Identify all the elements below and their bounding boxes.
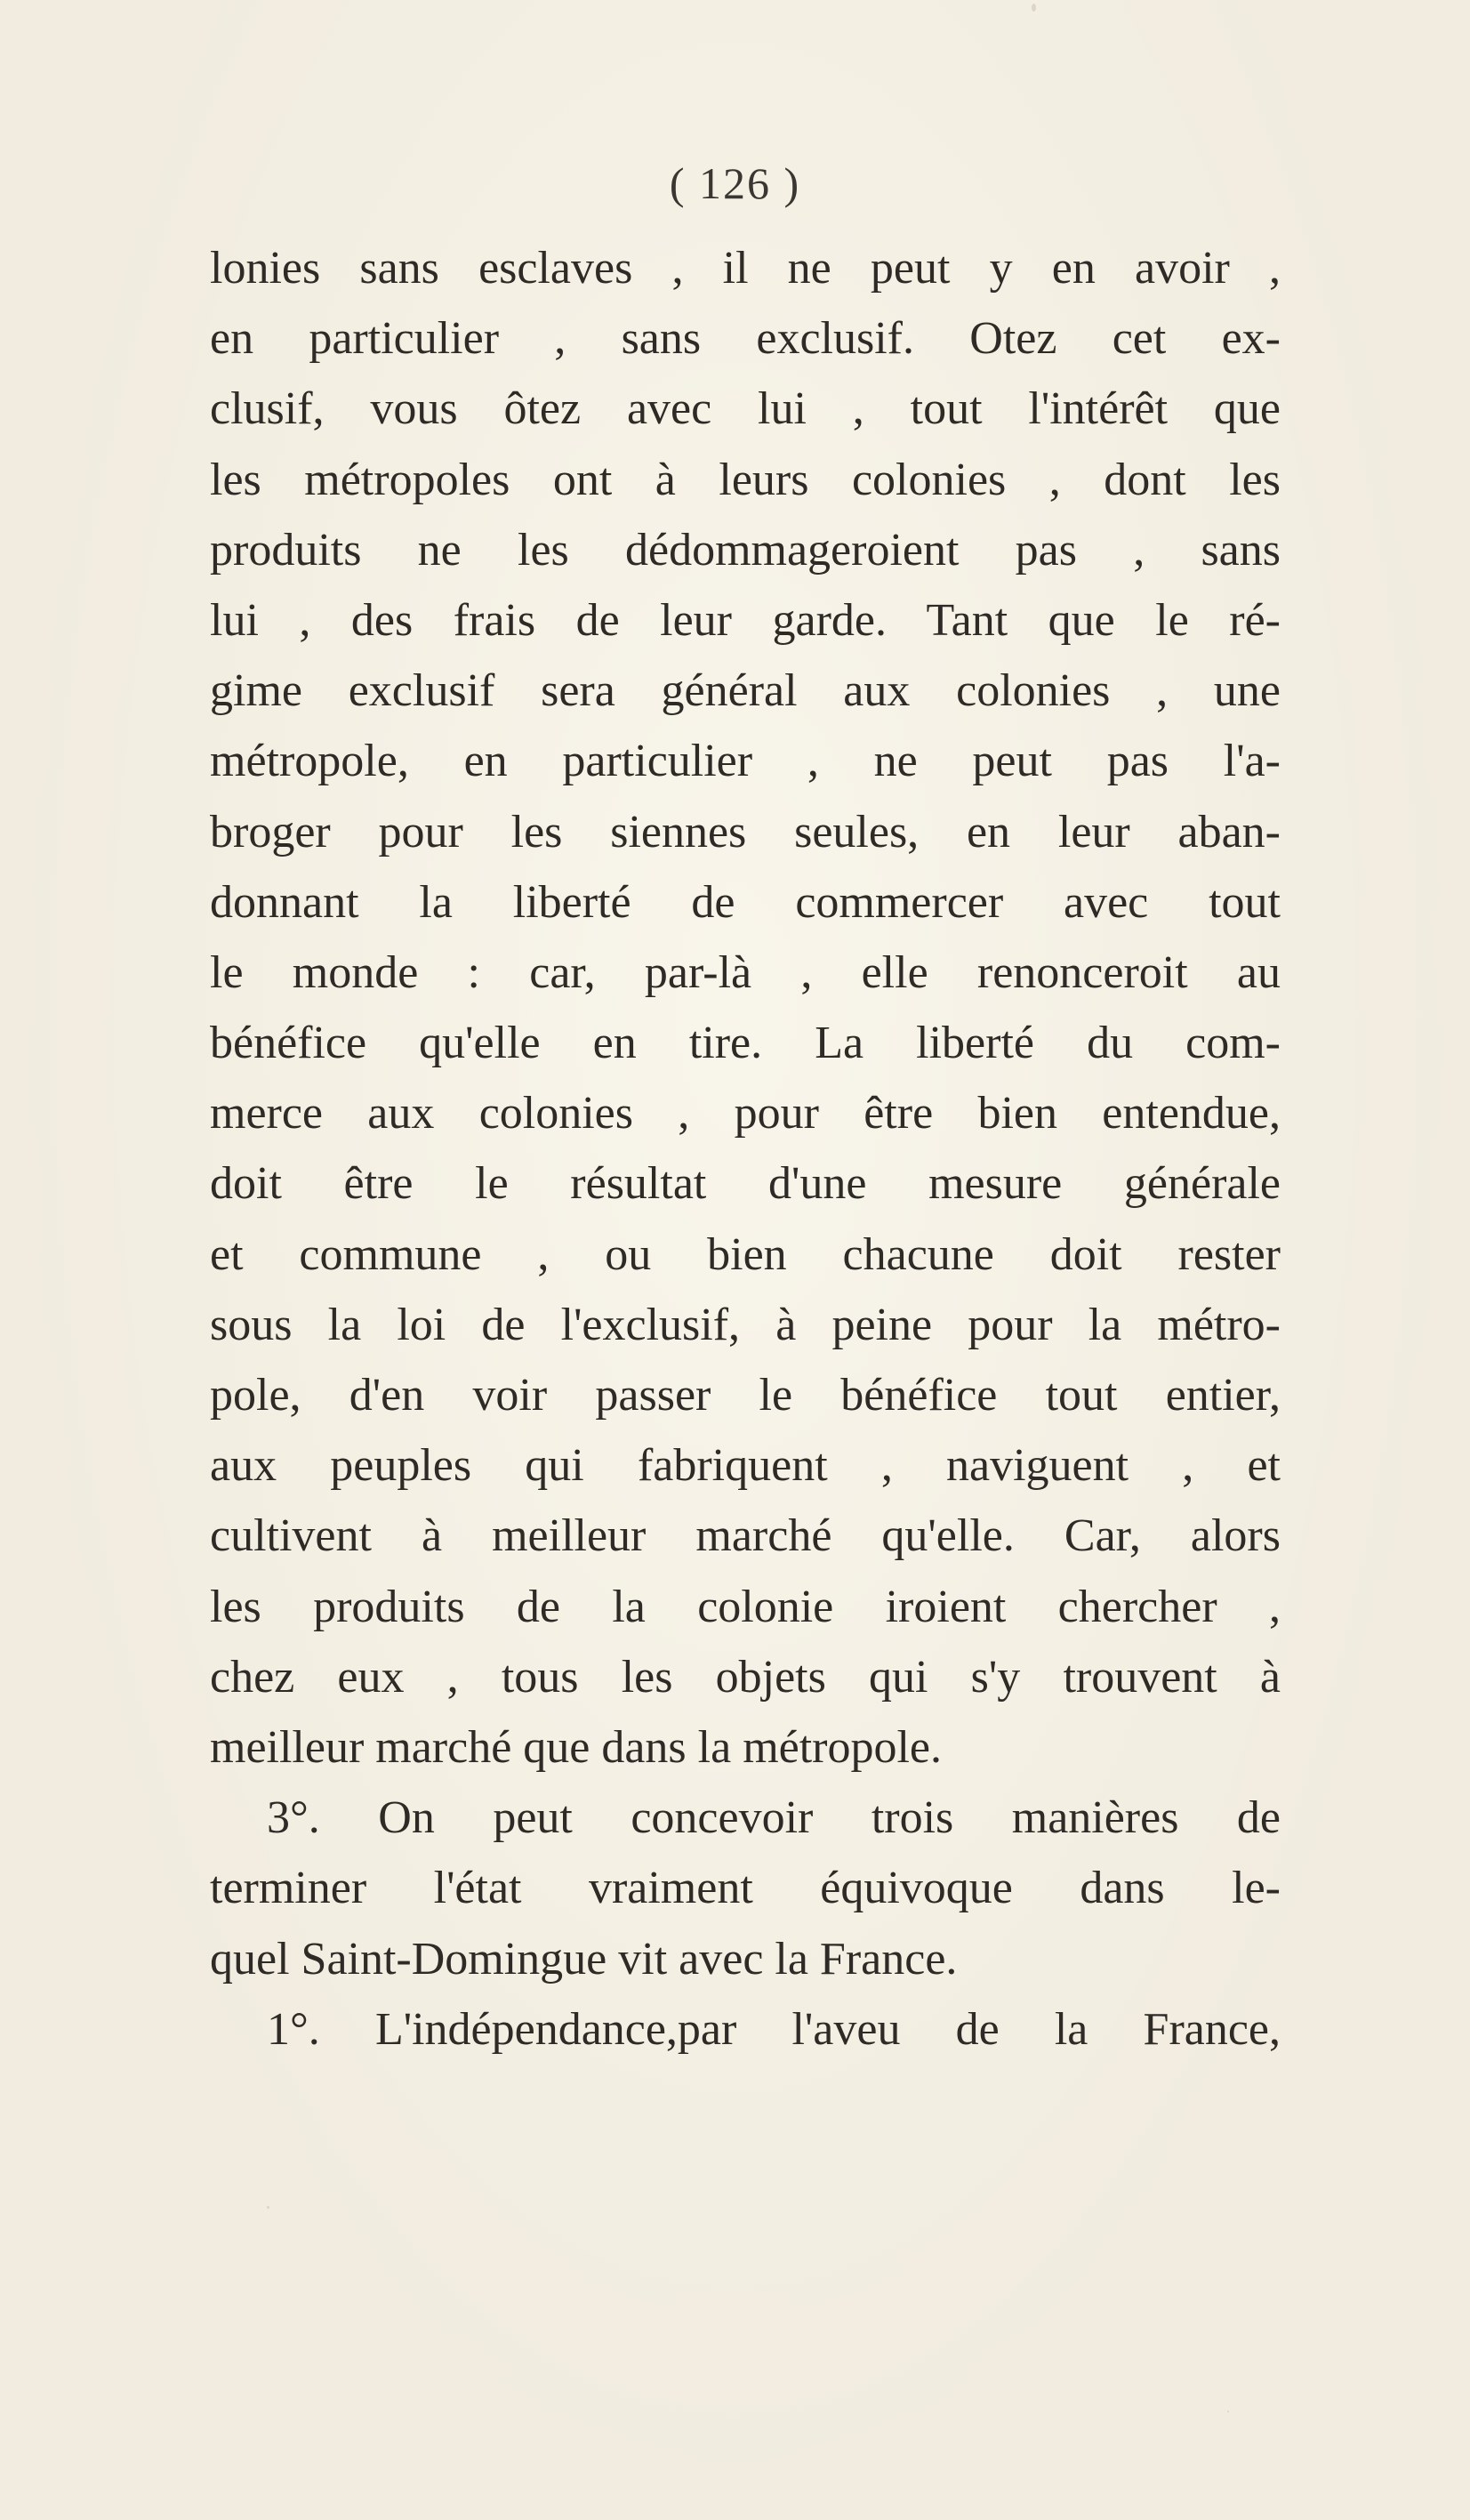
- text-line: bénéfice qu'elle en tire. La liberté du com-: [210, 1018, 1281, 1069]
- text-line: donnant la liberté de commercer avec tout: [210, 876, 1281, 928]
- text-line: le monde : car, par-là , elle renonceroit au: [210, 946, 1281, 998]
- text-line: lui , des frais de leur garde. Tant que le ré-: [210, 594, 1281, 646]
- paper-speck: [1227, 2411, 1229, 2412]
- text-line: lonies sans esclaves , il ne peut y en avoir ,: [210, 243, 1281, 294]
- text-line: terminer l'état vraiment équivoque dans le-: [210, 1863, 1281, 1914]
- text-line: cultivent à meilleur marché qu'elle. Car, alors: [210, 1510, 1281, 1562]
- text-line: broger pour les siennes seules, en leur aban-: [210, 806, 1281, 857]
- text-line: sous la loi de l'exclusif, à peine pour la métro-: [210, 1299, 1281, 1350]
- text-line: chez eux , tous les objets qui s'y trouvent à: [210, 1651, 1281, 1703]
- text-line: clusif, vous ôtez avec lui , tout l'intérêt que: [210, 383, 1281, 435]
- text-line: les produits de la colonie iroient chercher ,: [210, 1581, 1281, 1632]
- text-line: produits ne les dédommageroient pas , sans: [210, 524, 1281, 576]
- text-line: gime exclusif sera général aux colonies , une: [210, 665, 1281, 717]
- text-line: meilleur marché que dans la métropole.: [210, 1721, 943, 1773]
- text-line: pole, d'en voir passer le bénéfice tout entier,: [210, 1370, 1281, 1421]
- paper-speck: [1032, 4, 1036, 12]
- text-line: merce aux colonies , pour être bien entendue,: [210, 1088, 1281, 1139]
- paragraph-line: 1°. L'indépendance,par l'aveu de la France,: [267, 2003, 1281, 2055]
- body-text: [210, 233, 1281, 2065]
- paper-speck: [267, 2206, 269, 2209]
- text-line: en particulier , sans exclusif. Otez cet ex-: [210, 313, 1281, 365]
- text-line: quel Saint-Domingue vit avec la France.: [210, 1933, 958, 1985]
- text-line: métropole, en particulier , ne peut pas l'a-: [210, 736, 1281, 787]
- page-number: ( 126 ): [669, 158, 801, 208]
- paragraph-line: 3°. On peut concevoir trois manières de: [267, 1792, 1281, 1844]
- text-line: aux peuples qui fabriquent , naviguent , et: [210, 1440, 1281, 1492]
- text-line: doit être le résultat d'une mesure générale: [210, 1158, 1281, 1210]
- text-line: les métropoles ont à leurs colonies , dont les: [210, 454, 1281, 505]
- text-line: et commune , ou bien chacune doit rester: [210, 1228, 1281, 1280]
